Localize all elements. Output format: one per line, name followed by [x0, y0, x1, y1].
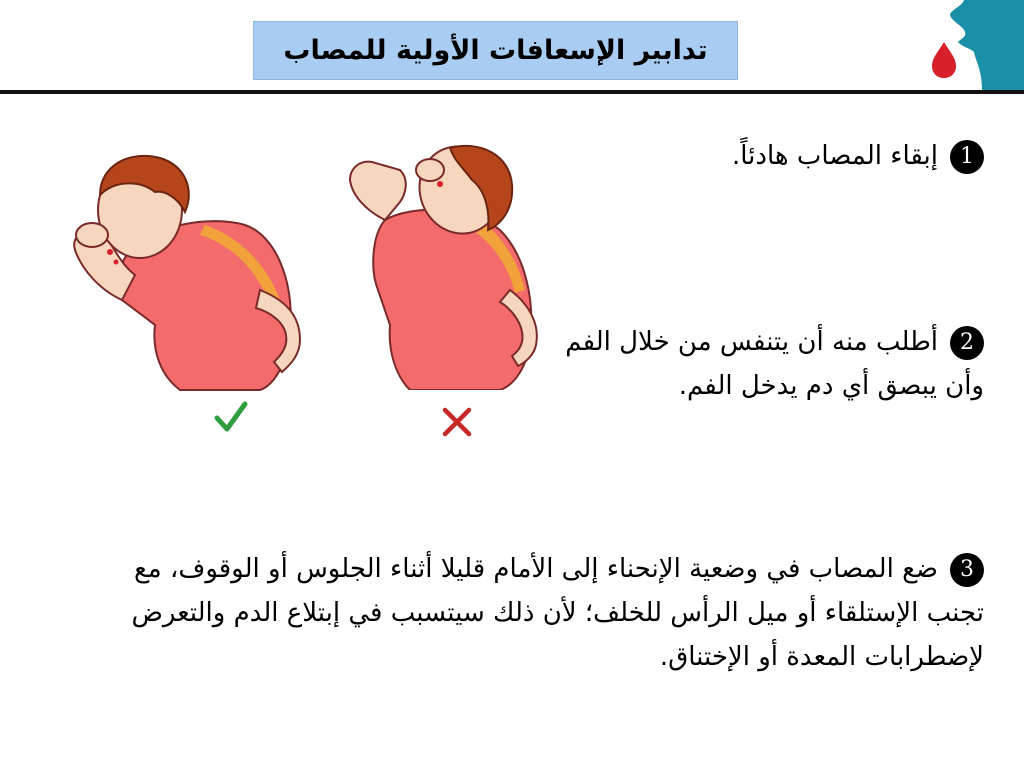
page-title: تدابير الإسعافات الأولية للمصاب — [253, 21, 738, 80]
step-number: 3 — [950, 553, 984, 587]
wrong-posture-figure — [340, 140, 560, 390]
step-text: إبقاء المصاب هادئاً. — [731, 141, 938, 171]
step-3 — [74, 547, 984, 679]
header-divider — [0, 90, 1024, 94]
check-icon — [214, 400, 248, 434]
bleeding-nose-logo-icon — [924, 0, 1024, 90]
step-1 — [624, 134, 984, 178]
cross-icon — [441, 406, 473, 438]
step-number: 2 — [950, 326, 984, 360]
step-2 — [544, 320, 984, 408]
step-text: أطلب منه أن يتنفس من خلال الفم وأن يبصق أي دم يدخل الفم. — [565, 327, 984, 401]
step-text: ضع المصاب في وضعية الإنحناء إلى الأمام قليلا أثناء الجلوس أو الوقوف، مع تجنب الإستلقاء أو ميل الرأس للخلف؛ لأن ذلك سيتسبب في إبتلاع الدم والتعرض لإضطرابات المعدة أو الإختناق. — [131, 554, 984, 672]
step-number: 1 — [950, 140, 984, 174]
correct-posture-figure — [60, 140, 310, 400]
